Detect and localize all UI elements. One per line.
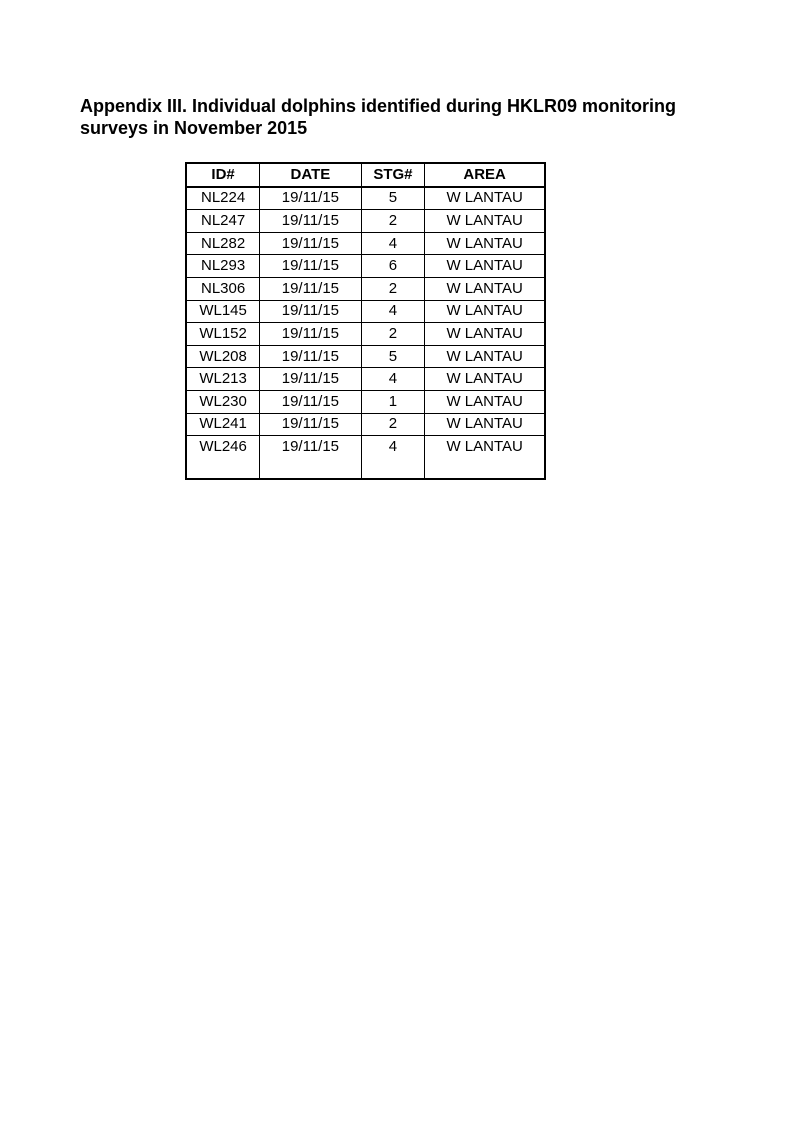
table-row <box>186 232 545 255</box>
header-stg: STG# <box>361 163 425 187</box>
table-row <box>186 390 545 413</box>
cell-date: 19/11/15 <box>260 210 361 233</box>
cell-id: NL306 <box>186 277 260 300</box>
cell-id: WL230 <box>186 390 260 413</box>
title-line-1: Appendix III. Individual dolphins identified during HKLR09 monitoring <box>80 96 676 116</box>
cell-stg: 4 <box>361 300 425 323</box>
table-row <box>186 210 545 233</box>
cell-area: W LANTAU <box>425 255 545 278</box>
table-row <box>186 368 545 391</box>
table-row <box>186 413 545 436</box>
header-id: ID# <box>186 163 260 187</box>
cell-date: 19/11/15 <box>260 323 361 346</box>
cell-id: WL152 <box>186 323 260 346</box>
table-row <box>186 277 545 300</box>
cell-date: 19/11/15 <box>260 232 361 255</box>
header-date: DATE <box>260 163 361 187</box>
cell-stg: 2 <box>361 323 425 346</box>
table-row <box>186 255 545 278</box>
table-row <box>186 323 545 346</box>
cell-date: 19/11/15 <box>260 187 361 210</box>
cell-id: WL213 <box>186 368 260 391</box>
cell-date: 19/11/15 <box>260 436 361 480</box>
cell-stg: 4 <box>361 232 425 255</box>
cell-id: NL293 <box>186 255 260 278</box>
cell-stg: 6 <box>361 255 425 278</box>
cell-stg: 2 <box>361 413 425 436</box>
table-row <box>186 436 545 480</box>
cell-area: W LANTAU <box>425 345 545 368</box>
cell-stg: 2 <box>361 277 425 300</box>
table-row <box>186 345 545 368</box>
cell-stg: 4 <box>361 436 425 480</box>
cell-id: WL246 <box>186 436 260 480</box>
cell-stg: 5 <box>361 187 425 210</box>
cell-id: NL247 <box>186 210 260 233</box>
cell-date: 19/11/15 <box>260 255 361 278</box>
cell-area: W LANTAU <box>425 413 545 436</box>
cell-id: WL145 <box>186 300 260 323</box>
cell-date: 19/11/15 <box>260 368 361 391</box>
title-line-2: surveys in November 2015 <box>80 118 308 138</box>
cell-area: W LANTAU <box>425 390 545 413</box>
cell-area: W LANTAU <box>425 436 545 480</box>
cell-stg: 2 <box>361 210 425 233</box>
cell-stg: 1 <box>361 390 425 413</box>
cell-date: 19/11/15 <box>260 300 361 323</box>
cell-id: NL224 <box>186 187 260 210</box>
header-area: AREA <box>425 163 545 187</box>
cell-id: WL241 <box>186 413 260 436</box>
cell-date: 19/11/15 <box>260 390 361 413</box>
cell-date: 19/11/15 <box>260 413 361 436</box>
table-header-row <box>186 163 545 187</box>
cell-area: W LANTAU <box>425 232 545 255</box>
cell-area: W LANTAU <box>425 187 545 210</box>
cell-date: 19/11/15 <box>260 277 361 300</box>
cell-stg: 4 <box>361 368 425 391</box>
table-row <box>186 187 545 210</box>
cell-area: W LANTAU <box>425 300 545 323</box>
cell-date: 19/11/15 <box>260 345 361 368</box>
cell-area: W LANTAU <box>425 210 545 233</box>
cell-stg: 5 <box>361 345 425 368</box>
cell-area: W LANTAU <box>425 277 545 300</box>
dolphin-table <box>185 162 546 480</box>
cell-id: WL208 <box>186 345 260 368</box>
cell-id: NL282 <box>186 232 260 255</box>
cell-area: W LANTAU <box>425 368 545 391</box>
page-title <box>80 95 740 139</box>
cell-area: W LANTAU <box>425 323 545 346</box>
table-row <box>186 300 545 323</box>
